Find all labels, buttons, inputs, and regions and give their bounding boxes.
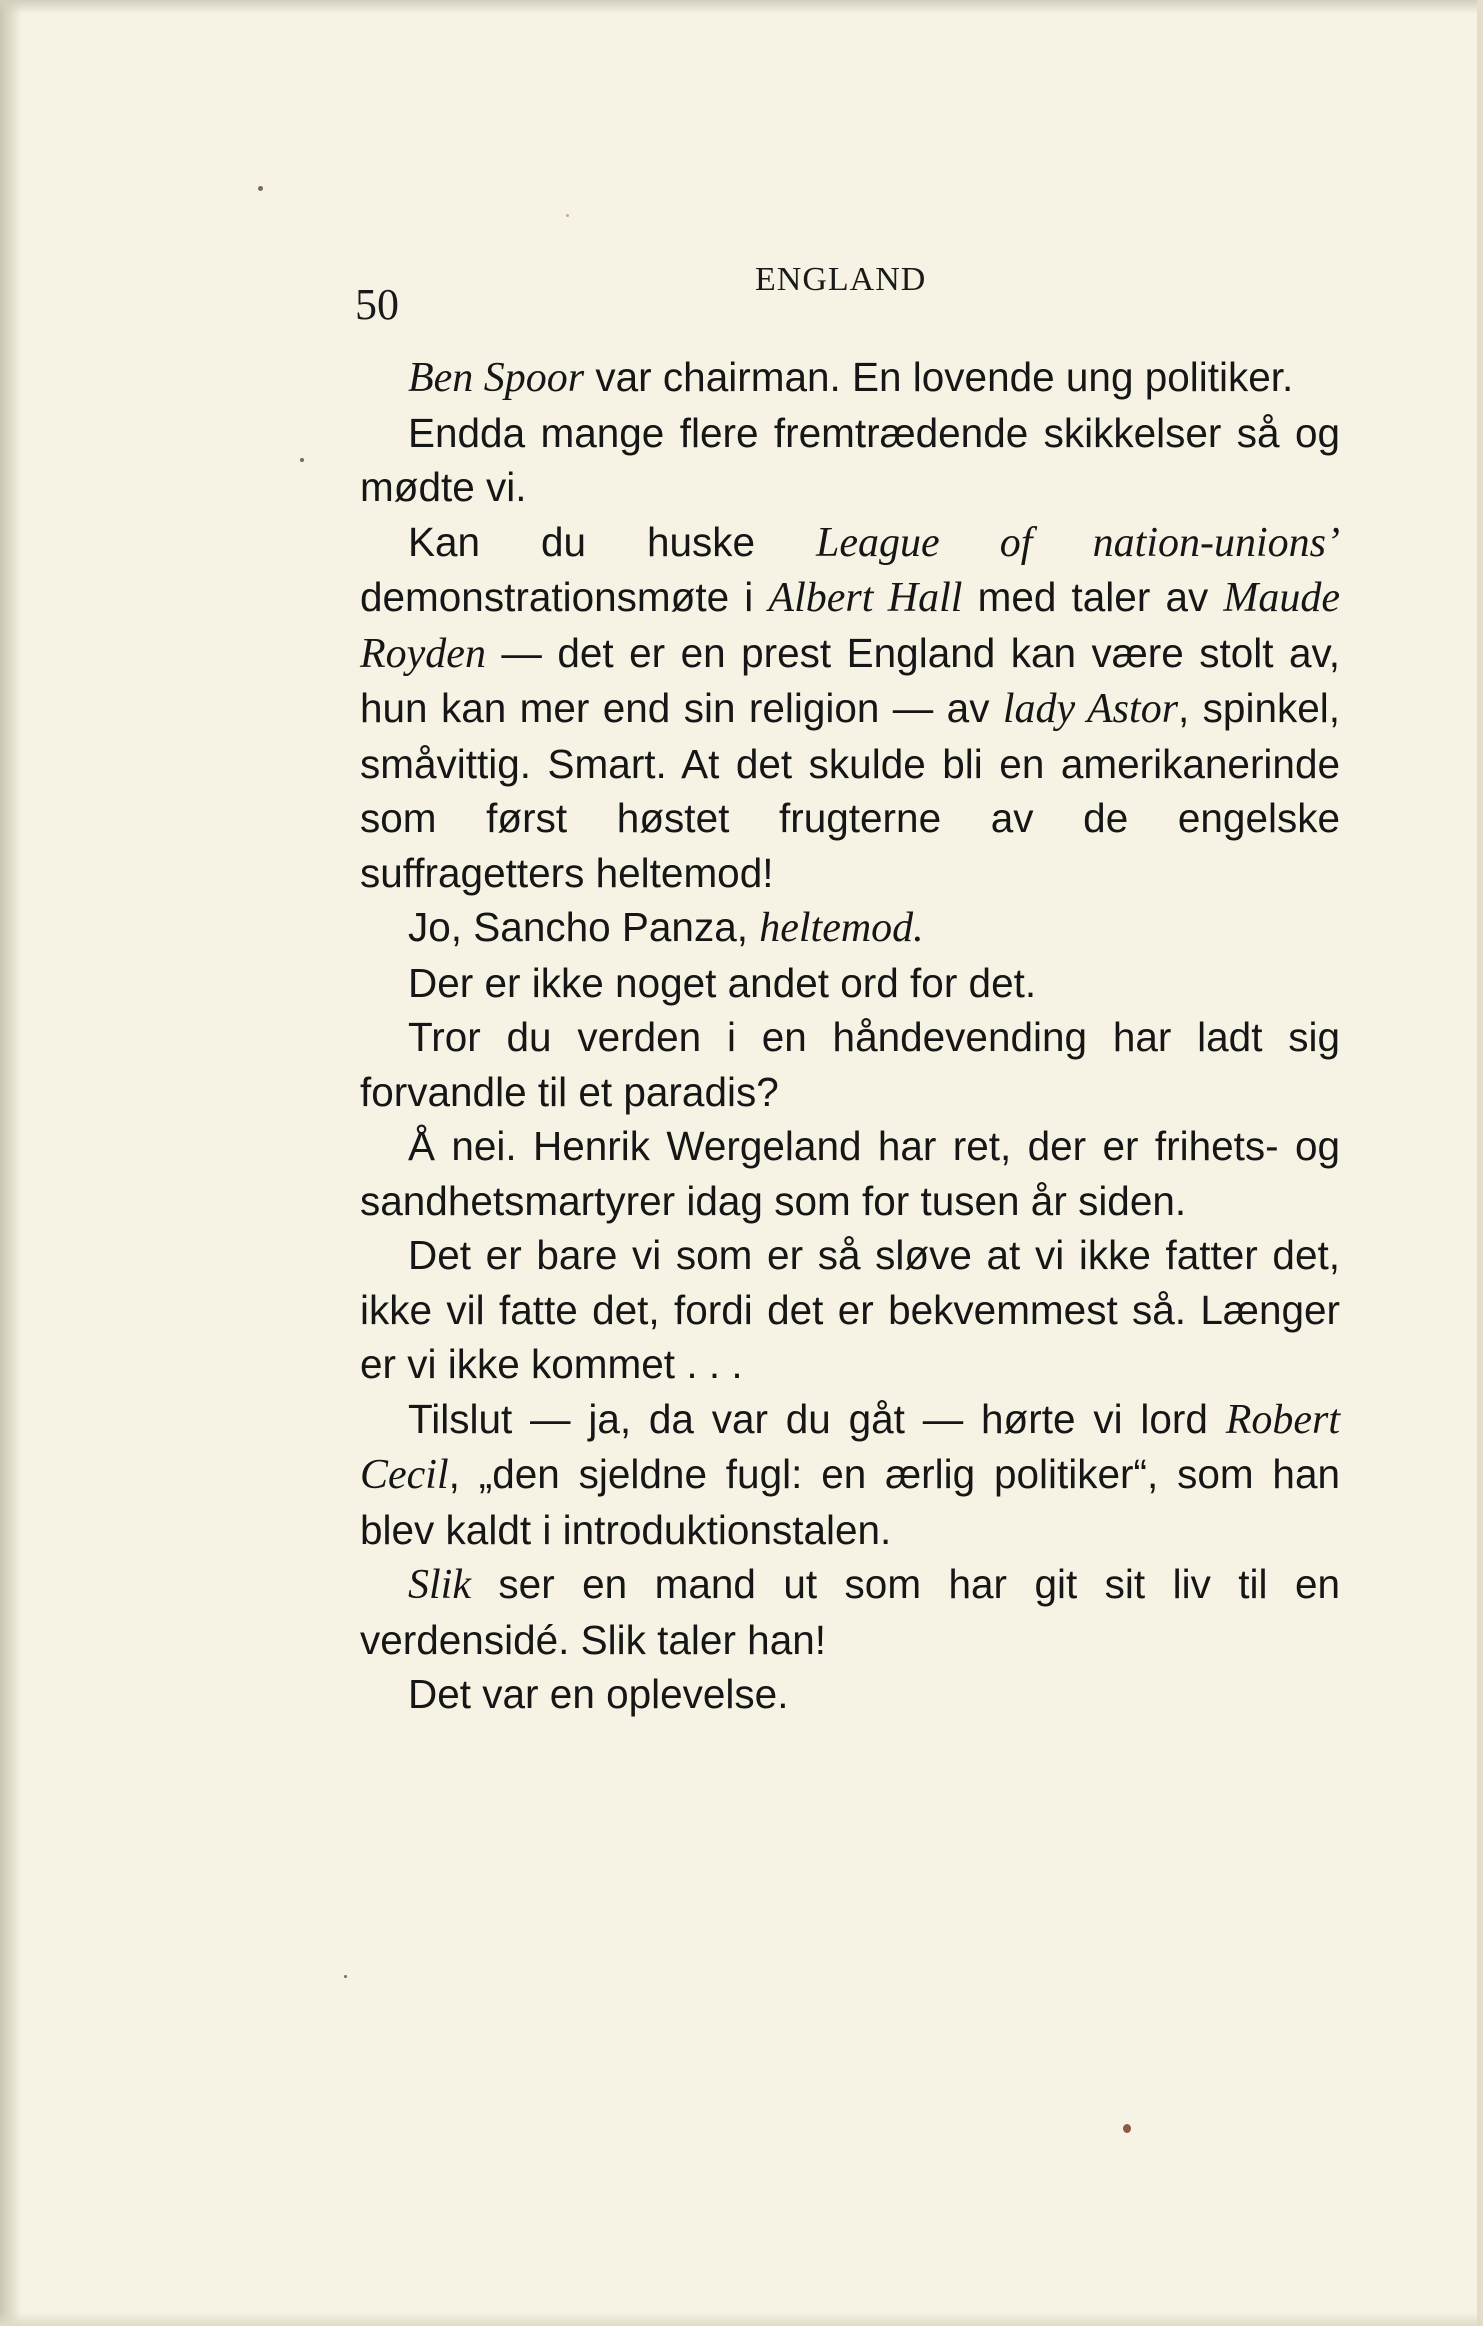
paper-speck (566, 214, 569, 217)
text-run: ser en mand ut som har git sit liv til en verdensidé. Slik taler han! (360, 1561, 1340, 1663)
text-run: demonstrationsmøte i (360, 574, 769, 620)
italic-text-run: Robert Cecil (360, 1396, 1340, 1498)
paragraph (360, 1667, 1340, 1722)
paper-speck (300, 458, 304, 462)
page-right-edge (1477, 0, 1483, 2326)
page-header (355, 255, 1345, 329)
paragraph (360, 1228, 1340, 1392)
italic-text-run: Slik (408, 1562, 471, 1608)
text-run: Der er ikke noget andet ord for det. (408, 959, 1037, 1006)
text-run: , spinkel, småvittig. Smart. At det skulde bli en amerikanerinde som først høstet frugterne av de engelske suffragetters heltemod! (360, 685, 1340, 896)
paper-speck (344, 1975, 347, 1978)
running-head: ENGLAND (755, 261, 927, 298)
page-gutter-shadow (0, 0, 22, 2326)
italic-text-run: lady Astor (1002, 686, 1179, 732)
page-top-shadow (0, 0, 1483, 14)
paragraph (360, 1119, 1340, 1228)
paragraph (360, 406, 1340, 515)
body-text (360, 350, 1340, 1722)
text-run: Det var en oplevelse. (408, 1671, 789, 1717)
text-run: med taler av (962, 574, 1224, 620)
page-bottom-edge (0, 2312, 1483, 2326)
paper-speck (258, 186, 263, 191)
paragraph (360, 1392, 1340, 1558)
text-run: Endda mange flere fremtrædende skikkelser så og mødte vi. (360, 409, 1340, 510)
paragraph (360, 350, 1340, 406)
italic-text-run: heltemod. (759, 905, 924, 951)
text-run: Tilslut — ja, da var du gåt — hørte vi lord (408, 1395, 1226, 1442)
paragraph (360, 900, 1340, 956)
italic-text-run: Maude Royden (360, 575, 1340, 677)
page-number: 50 (355, 280, 399, 329)
text-run: Jo, Sancho Panza, (408, 904, 760, 950)
paper-speck (1123, 2124, 1131, 2133)
italic-text-run: Albert Hall (768, 575, 963, 621)
text-run: Det er bare vi som er så sløve at vi ikke fatter det, ikke vil fatte det, fordi det er bekvemmest så. Længer er vi ikke kommet . . . (360, 1232, 1340, 1387)
text-run: , „den sjeldne fugl: en ærlig politiker“, som han blev kaldt i introduktionstalen. (360, 1451, 1340, 1553)
paragraph (360, 956, 1340, 1011)
paragraph (360, 1557, 1340, 1667)
text-run: — det er en prest England kan være stolt av, hun kan mer end sin religion — av (360, 629, 1340, 731)
italic-text-run: League of nation-unions’ (815, 519, 1340, 566)
text-run: var chairman. En lovende ung politiker. (584, 354, 1294, 400)
text-run: Tror du verden i en håndevending har ladt sig forvandle til et paradis? (360, 1014, 1340, 1115)
italic-text-run: Ben Spoor (408, 355, 585, 401)
paragraph (360, 1010, 1340, 1119)
paragraph (360, 515, 1340, 901)
text-run: Kan du huske (408, 518, 816, 565)
text-run: Å nei. Henrik Wergeland har ret, der er frihets- og sandhetsmartyrer idag som for tusen år siden. (360, 1123, 1340, 1224)
